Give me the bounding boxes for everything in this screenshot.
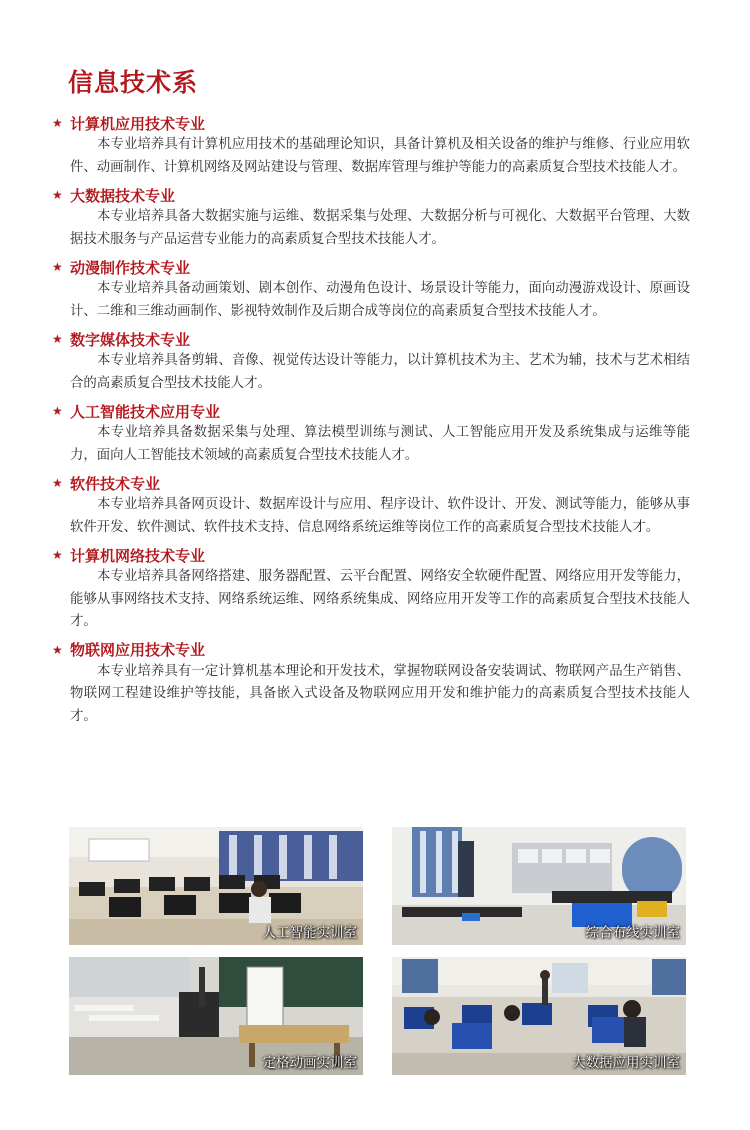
program-description: 本专业培养具备网页设计、数据库设计与应用、程序设计、软件设计、开发、测试等能力，能够从事软件开发、软件测试、软件技术支持、信息网络系统运维等岗位工作的高素质复合型技术技能人才。 — [70, 497, 690, 535]
photo-caption: 定格动画实训室 — [262, 1055, 357, 1071]
program-section — [50, 256, 690, 323]
star-icon: ★ — [52, 476, 63, 490]
program-section — [50, 400, 690, 467]
star-icon: ★ — [52, 548, 63, 562]
program-description: 本专业培养具备动画策划、剧本创作、动漫角色设计、场景设计等能力，面向动漫游戏设计、原画设计、二维和三维动画制作、影视特效制作及后期合成等岗位的高素质复合型技术技能人才。 — [70, 281, 690, 319]
star-icon: ★ — [52, 332, 63, 346]
star-icon: ★ — [52, 116, 63, 130]
program-title: 物联网应用技术专业 — [70, 641, 206, 659]
program-list — [50, 112, 690, 733]
program-section — [50, 184, 690, 251]
program-section — [50, 112, 690, 179]
program-description: 本专业培养具有计算机应用技术的基础理论知识，具备计算机及相关设备的维护与维修、行业应用软件、动画制作、计算机网络及网站建设与管理、数据库管理与维护等能力的高素质复合型技术技能人才。 — [70, 137, 690, 175]
photo-caption: 大数据应用实训室 — [572, 1055, 680, 1071]
program-description: 本专业培养具备网络搭建、服务器配置、云平台配置、网络安全软硬件配置、网络应用开发等能力，能够从事网络技术支持、网络系统运维、网络系统集成、网络应用开发等工作的高素质复合型技术技能人才。 — [70, 569, 690, 629]
star-icon: ★ — [52, 260, 63, 274]
big-data-lab-photo — [392, 957, 686, 1075]
stop-motion-lab-photo — [69, 957, 363, 1075]
program-title: 软件技术专业 — [70, 474, 161, 493]
program-title: 人工智能技术应用专业 — [70, 402, 221, 421]
program-title: 计算机应用技术专业 — [70, 114, 206, 133]
program-section — [50, 544, 690, 634]
ai-lab-photo — [69, 827, 363, 945]
star-icon: ★ — [52, 188, 63, 202]
program-description: 本专业培养具有一定计算机基本理论和开发技术，掌握物联网设备安装调试、物联网产品生产销售、物联网工程建设维护等技能，具备嵌入式设备及物联网应用开发和维护能力的高素质复合型技术技能人才。 — [70, 663, 690, 724]
program-title: 大数据技术专业 — [70, 186, 176, 205]
program-section — [50, 639, 690, 729]
photo-caption: 综合布线实训室 — [585, 925, 680, 941]
star-icon: ★ — [52, 404, 63, 418]
page-title: 信息技术系 — [68, 68, 199, 97]
program-description: 本专业培养具备大数据实施与运维、数据采集与处理、大数据分析与可视化、大数据平台管理、大数据技术服务与产品运营专业能力的高素质复合型技术技能人才。 — [70, 209, 690, 247]
program-description: 本专业培养具备数据采集与处理、算法模型训练与测试、人工智能应用开发及系统集成与运维等能力，面向人工智能技术领域的高素质复合型技术技能人才。 — [70, 425, 690, 463]
program-description: 本专业培养具备剪辑、音像、视觉传达设计等能力，以计算机技术为主、艺术为辅，技术与艺术相结合的高素质复合型技术技能人才。 — [70, 353, 690, 391]
cabling-lab-photo — [392, 827, 686, 945]
star-icon: ★ — [52, 642, 63, 657]
program-title: 动漫制作技术专业 — [70, 258, 191, 277]
program-section — [50, 472, 690, 539]
photo-caption: 人工智能实训室 — [262, 925, 357, 941]
program-section — [50, 328, 690, 395]
program-title: 计算机网络技术专业 — [70, 546, 206, 565]
program-title: 数字媒体技术专业 — [70, 330, 191, 349]
